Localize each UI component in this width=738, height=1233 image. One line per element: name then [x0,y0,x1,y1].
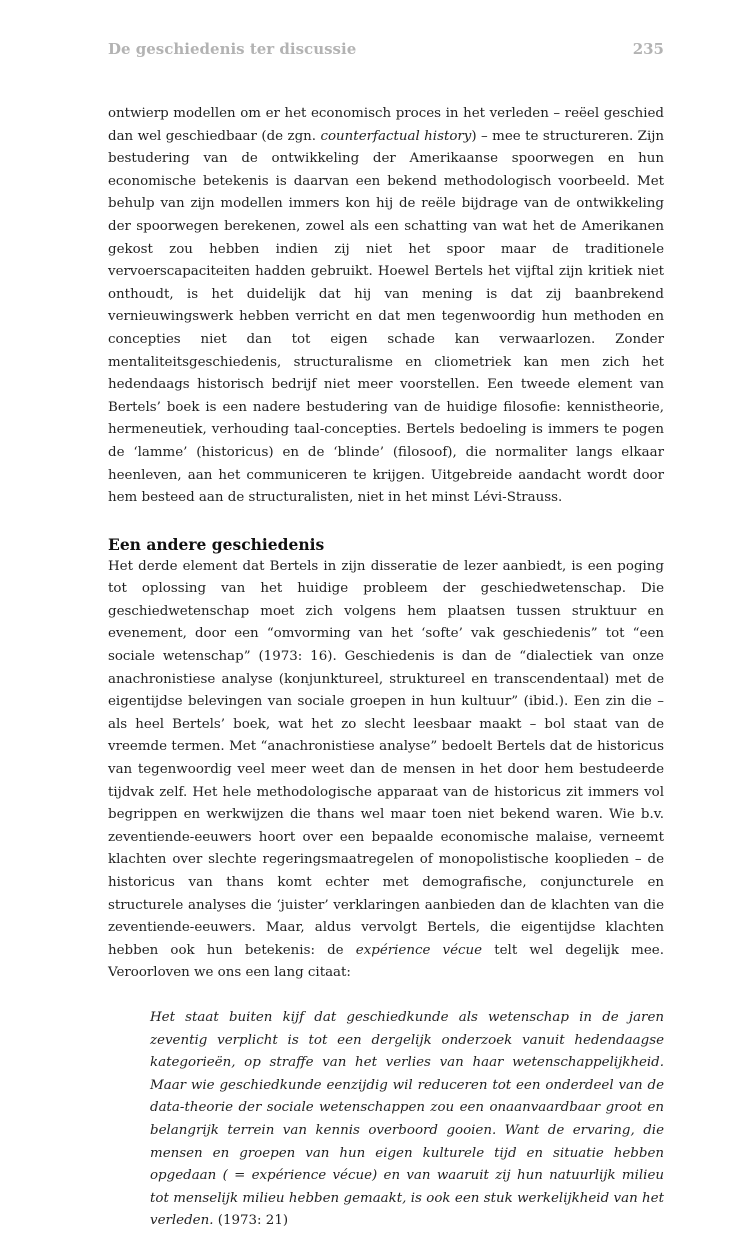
page-number: 235 [632,40,664,58]
paragraph-2 [108,556,664,985]
paragraph-2-part-2: telt wel degelijk mee. Veroorloven we ons een lang citaat: [108,942,664,981]
paragraph-2-part-1: Het derde element dat Bertels in zijn disseratie de lezer aanbiedt, is een poging tot oplossing van het huidige probleem der geschiedwetenschap. Die geschiedwetenschap moet zich volgens hem plaatsen tussen struktuur en evenement, door een “omvorming van het ‘softe’ vak geschiedenis” tot “een sociale wetenschap” (1973: 16). Geschiedenis is dan de “dialectiek van onze anachronistiese analyse (konjunktureel, struktureel en transcendentaal) met de eigentijdse belevingen van sociale groepen in hun kultuur” (ibid.). Een zin die – als heel Bertels’ boek, wat het zo slecht leesbaar maakt – bol staat van de vreemde termen. Met “anachronistiese analyse” bedoelt Bertels dat de historicus van tegenwoordig veel meer weet dan de mensen in het door hem bestudeerde tijdvak zelf. Het hele methodologische apparaat van de historicus zit immers vol begrippen en werkwijzen die thans wel maar toen niet bekend waren. Wie b.v. zeventiende-eeuwers hoort over een bepaalde economische malaise, verneemt klachten over slechte regeringsmaatregelen of monopolistische kooplieden – de historicus van thans komt echter met demografische, conjuncturele en structurele analyses die ‘juister’ verklaringen aanbieden dan de klachten van die zeventiende-eeuwers. Maar, aldus vervolgt Bertels, die eigentijdse klachten hebben ook hun betekenis: de [108,558,664,958]
paragraph-1 [108,103,664,510]
paragraph-2-emphasis: expérience vécue [355,942,483,958]
paragraph-1-part-2: ) – mee te structureren. Zijn bestudering van de ontwikkeling der Amerikaanse spoorwegen en hun economische betekenis is daarvan een bekend methodologisch voorbeeld. Met behulp van zijn modellen immers kon hij de reële bijdrage van de ontwikkeling der spoorwegen berekenen, zowel als een schatting van wat het de Amerikanen gekost zou hebben indien zij niet het spoor maar de traditionele vervoerscapaciteiten hadden gebruikt. Hoewel Bertels het vijftal zijn kritiek niet onthoudt, is het duidelijk dat hij van mening is dat zij baanbrekend vernieuwingswerk hebben verricht en dat men tegenwoordig hun methoden en concepties niet dan tot eigen schade kan verwaarlozen. Zonder mentaliteitsgeschiedenis, structuralisme en cliometriek kan men zich het hedendaags historisch bedrijf niet meer voorstellen. Een tweede element van Bertels’ boek is een nadere bestudering van de huidige filosofie: kennistheorie, hermeneutiek, verhouding taal-concepties. Bertels bedoeling is immers te pogen de ‘lamme’ (historicus) en de ‘blinde’ (filosoof), die normaliter langs elkaar heenleven, aan het communiceren te krijgen. Uitgebreide aandacht wordt door hem besteed aan de structuralisten, niet in het minst Lévi-Strauss. [108,128,665,506]
section-heading: Een andere geschiedenis [108,534,325,554]
block-quote-text: Het staat buiten kijf dat geschiedkunde als wetenschap in de jaren zeventig verplicht is tot een dergelijk onderzoek vanuit hedendaagse kategorieën, op straffe van het verlies van haar wetenschappelijkheid. Maar wie geschiedkunde eenzijdig wil reduceren tot een onderdeel van de data-theorie der sociale wetenschappen zou een onaanvaardbaar groot en belangrijk terrein van kennis overboord gooien. Want de ervaring, die mensen en groepen van hun eigen kulturele tijd en situatie hebben opgedaan ( = expérience vécue) en van waaruit zij hun natuurlijk milieu tot menselijk milieu hebben gemaakt, is ook een stuk werkelijkheid van het verleden. [150,1009,664,1229]
page-body [108,103,664,1233]
paragraph-1-part-1: ontwierp modellen om er het economisch proces in het verleden – reëel geschied dan wel geschiedbaar (de zgn. [108,106,664,144]
running-title: De geschiedenis ter discussie [108,40,357,58]
block-quote-citation: (1973: 21) [213,1213,289,1229]
running-head [108,40,664,58]
paragraph-1-emphasis: counterfactual history [320,128,472,144]
block-quote [150,1007,664,1233]
